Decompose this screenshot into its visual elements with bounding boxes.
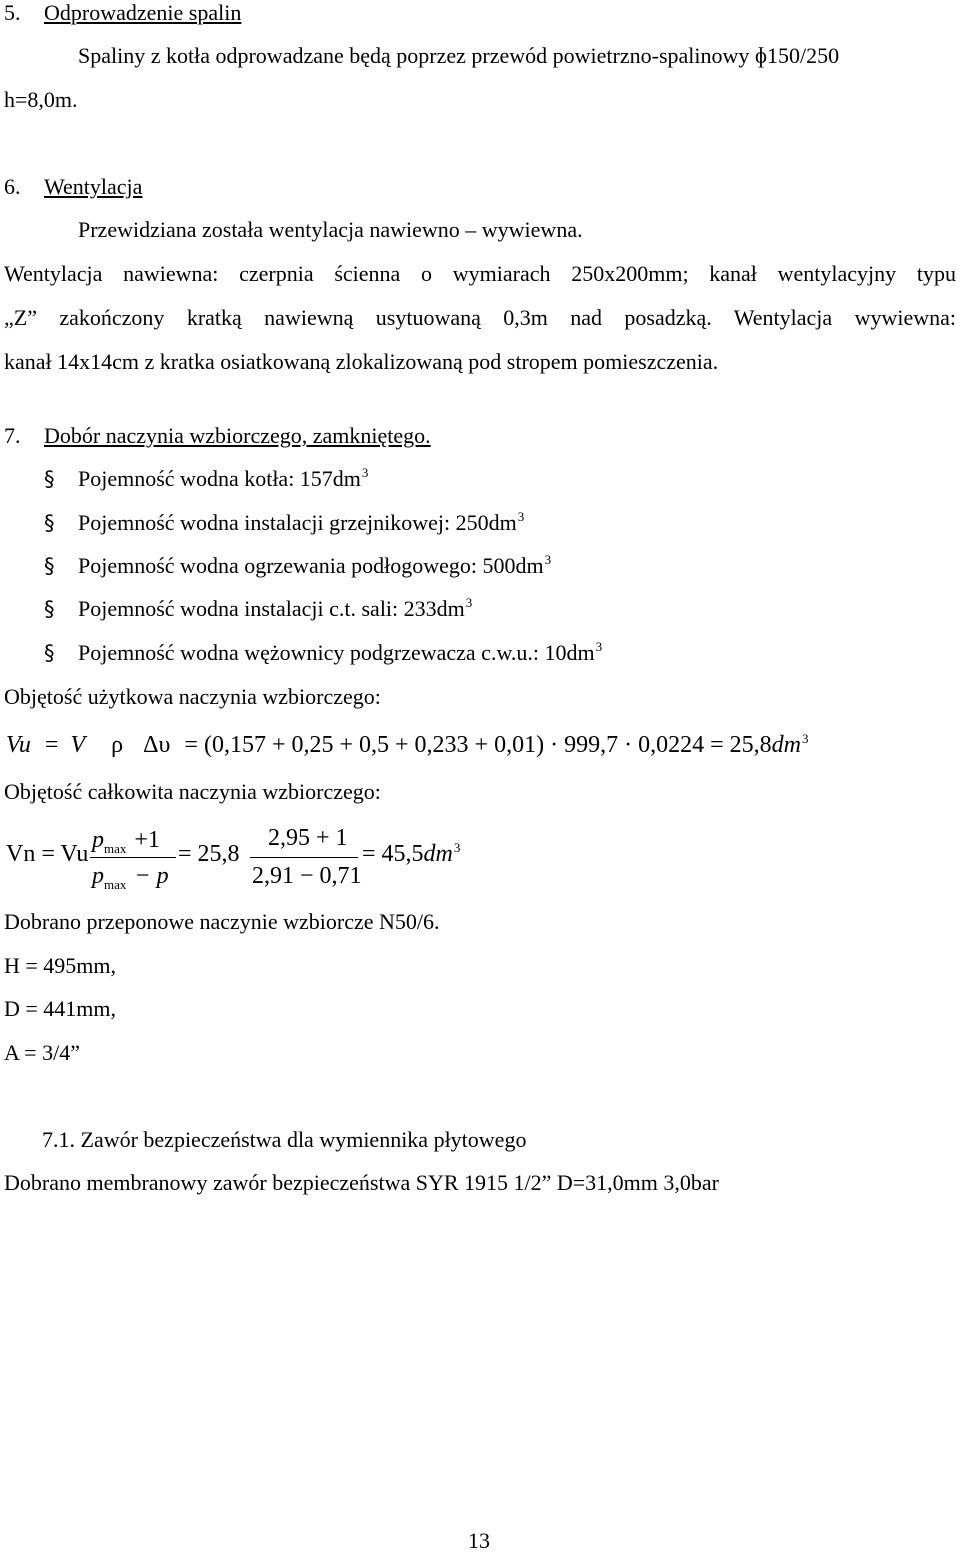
section-6-line-2: Wentylacja nawiewna: czerpnia ścienna o wymiarach 250x200mm; kanał wentylacyjny typu: [4, 261, 956, 286]
page-number: 13: [468, 1528, 490, 1553]
section-6-line-3: „Z” zakończony kratką nawiewną usytuowaną 0,3m nad posadzką. Wentylacja wywiewna:: [4, 305, 956, 330]
section-6-line-4: kanał 14x14cm z kratka osiatkowaną zlokalizowaną pod stropem pomieszczenia.: [4, 349, 719, 374]
usable-volume-equation: Vu = V ρ $\Delta\upsilon = (0,157 + 0,25 + 0,5 + 0,233 + 0,01) \cdot 999,7 \cdot 0,0224 = 25,8dm^3$: [6, 731, 809, 758]
section-5-line-2: h=8,0m.: [4, 87, 78, 112]
capacity-item: Pojemność wodna wężownicy podgrzewacza c.w.u.: $10dm^3$: [78, 639, 603, 665]
bullet-icon: §: [44, 641, 55, 665]
section-5-heading: [4, 0, 241, 26]
fraction-1-bar: [90, 857, 176, 858]
total-volume-label: Objętość całkowita naczynia wzbiorczego:: [4, 779, 381, 804]
fraction-1-denominator: $p_{max} - p$: [92, 863, 169, 892]
total-volume-mid: = 25,8: [178, 841, 240, 867]
bullet-icon: §: [44, 554, 55, 578]
capacity-item: Pojemność wodna kotła: $157dm^3$: [78, 465, 369, 491]
dimension-a: A = 3/4”: [4, 1040, 80, 1065]
fraction-1-numerator: $p_{max} +1$: [92, 827, 160, 856]
section-6-heading: [4, 174, 142, 200]
bullet-icon: §: [44, 597, 55, 621]
capacity-item: Pojemność wodna instalacji grzejnikowej: $250dm^3$: [78, 509, 525, 535]
bullet-icon: §: [44, 511, 55, 535]
section-5-line-1: Spaliny z kotła odprowadzane będą poprzez przewód powietrzno-spalinowy ɸ150/250: [78, 43, 840, 68]
section-7-heading: [4, 423, 431, 449]
total-volume-result: = $45,5dm^3$: [362, 840, 461, 867]
section-7-title: Dobór naczynia wzbiorczego, zamkniętego.: [44, 423, 431, 448]
capacity-item: Pojemność wodna ogrzewania podłogowego: $500dm^3$: [78, 552, 552, 578]
fraction-2-denominator: 2,91 − 0,71: [252, 863, 362, 889]
section-7-number: 7.: [4, 423, 21, 448]
usable-volume-label: Objętość użytkowa naczynia wzbiorczego:: [4, 684, 381, 709]
total-volume-lhs: Vn = Vu: [6, 841, 89, 867]
capacity-item: Pojemność wodna instalacji c.t. sali: $233dm^3$: [78, 595, 473, 621]
section-6-title: Wentylacja: [44, 174, 143, 199]
section-7-1-line-1: Dobrano membranowy zawór bezpieczeństwa SYR 1915 1/2” D=31,0mm 3,0bar: [4, 1170, 719, 1195]
section-5-title: Odprowadzenie spalin: [44, 0, 242, 25]
dimension-h: H = 495mm,: [4, 953, 117, 978]
section-7-1-heading: 7.1. Zawór bezpieczeństwa dla wymiennika płytowego: [42, 1127, 527, 1152]
fraction-2-numerator: 2,95 + 1: [268, 825, 348, 851]
section-6-line-1: Przewidziana została wentylacja nawiewno – wywiewna.: [78, 217, 583, 242]
section-5-number: 5.: [4, 0, 21, 25]
dimension-d: D = 441mm,: [4, 996, 117, 1021]
chosen-vessel: Dobrano przeponowe naczynie wzbiorcze N50/6.: [4, 909, 440, 934]
bullet-icon: §: [44, 467, 55, 491]
section-6-number: 6.: [4, 174, 21, 199]
fraction-2-bar: [250, 857, 358, 858]
